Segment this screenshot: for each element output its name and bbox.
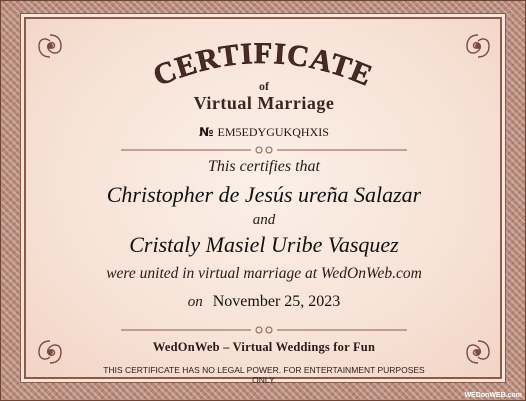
certifies-text: This certifies that [208, 158, 320, 175]
partner-1-name: Christopher de Jesús ureña Salazar [106, 182, 422, 207]
on-text: on [187, 294, 203, 310]
partner-2-name: Cristaly Masiel Uribe Vasquez [129, 232, 399, 257]
marriage-date: November 25, 2023 [212, 293, 341, 310]
united-text: were united in virtual marriage at WedOnWeb.com [106, 265, 422, 282]
certificate-number-value: EM5EDYGUKQHXIS [217, 125, 329, 139]
certificate-number [1, 125, 526, 140]
certificate-subtitle: Virtual Marriage [193, 93, 335, 113]
ornamental-divider-icon [121, 326, 407, 334]
site-watermark: WEDonWEB.com [464, 392, 522, 399]
and-text: and [252, 212, 276, 228]
title-text: CERTIFICATE [148, 36, 378, 93]
brand-line: WedOnWeb – Virtual Weddings for Fun [152, 340, 376, 354]
ornamental-divider-icon [121, 146, 407, 154]
date-row [1, 293, 526, 311]
number-symbol: № [199, 125, 214, 139]
title-of: of [259, 79, 269, 93]
legal-disclaimer: THIS CERTIFICATE HAS NO LEGAL POWER. FOR ENTERTAINMENT PURPOSES ONLY. [103, 365, 425, 385]
